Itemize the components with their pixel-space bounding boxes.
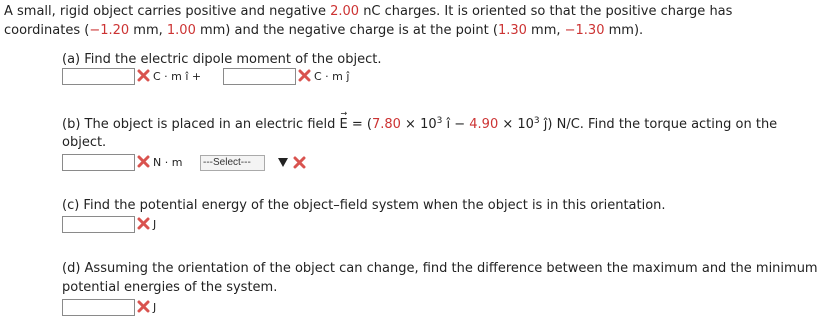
wrong-mark-icon [137,69,150,82]
part-b-question-line-1: (b) The object is placed in an electric field → $E = (7.80 \times 10^3$ î − $4.90 \times 10^3$ ĵ) N/C. Find the torque acting on the [62,109,778,132]
intro-line-1: A small, rigid object carries positive and negative 2.00 nC charges. It is oriented so that the positive charge has [4,4,733,19]
answer-input-d[interactable] [62,299,135,316]
unit-label-a-i: C · m î + [153,70,202,83]
wrong-mark-icon [293,156,306,169]
part-d-question-line-1: (d) Assuming the orientation of the object can change, find the difference between the maximum and the minimum [62,261,818,276]
answer-input-b[interactable] [62,154,135,171]
field-x-value: 7.80 [371,117,401,132]
unit-label-d: J [153,301,157,314]
wrong-mark-icon [298,69,311,82]
chevron-down-icon[interactable] [278,158,288,167]
field-y-value: 4.90 [469,117,499,132]
field-vector-symbol: → E [339,109,348,132]
answer-input-a-j[interactable] [223,68,296,85]
intro-line-2: coordinates (−1.20 mm, 1.00 mm) and the negative charge is at the point (1.30 mm, −1.30 mm). [4,23,644,38]
unit-label-c: J [153,218,157,231]
direction-select[interactable]: ---Select--- [200,155,265,171]
neg-x-value: 1.30 [497,23,527,38]
answer-input-a-i[interactable] [62,68,135,85]
part-b-question-line-2: object. [62,135,107,150]
part-a-question: (a) Find the electric dipole moment of the object. [62,52,382,67]
answer-input-c[interactable] [62,216,135,233]
charge-value: 2.00 [330,4,360,19]
pos-x-value: −1.20 [89,23,130,38]
wrong-mark-icon [137,155,150,168]
pos-y-value: 1.00 [166,23,196,38]
wrong-mark-icon [137,217,150,230]
unit-label-a-j: C · m ĵ [314,70,350,83]
unit-label-b: N · m [153,156,183,169]
part-d-question-line-2: potential energies of the system. [62,280,278,295]
wrong-mark-icon [137,300,150,313]
part-c-question: (c) Find the potential energy of the object–field system when the object is in this orientation. [62,198,666,213]
neg-y-value: −1.30 [564,23,605,38]
